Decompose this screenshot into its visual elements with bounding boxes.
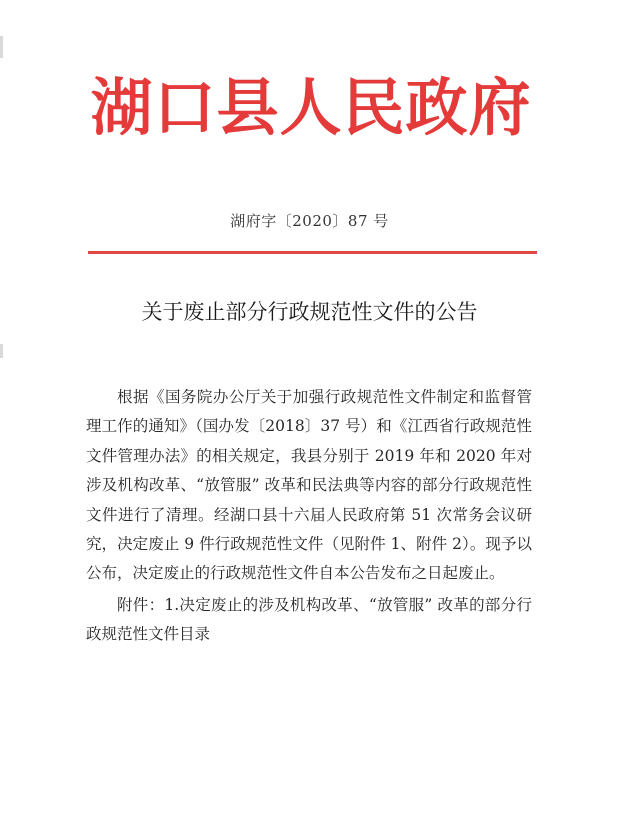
scan-edge-mark	[0, 36, 3, 58]
document-title: 关于废止部分行政规范性文件的公告	[141, 300, 478, 324]
document-number: 湖府字〔2020〕87 号	[230, 212, 389, 230]
body-paragraph: 根据《国务院办公厅关于加强行政规范性文件制定和监督管理工作的通知》（国办发〔2018〕37 号）和《江西省行政规范性文件管理办法》的相关规定，我县分别于 2019 年和 2020 年对涉及机构改革、“放管服” 改革和民法典等内容的部分行政规范性文件进行了清理。经湖口县十六届人民政府第 51 次常务会议研究，决定废止 9 件行政规范性文件（见附件 1、附件 2）。现予以公布，决定废止的行政规范性文件自本公告发布之日起废止。	[86, 388, 532, 583]
scan-edge-mark	[0, 344, 3, 358]
red-divider-line	[88, 251, 537, 254]
document-body	[86, 383, 532, 650]
attachment-paragraph: 附件：1.决定废止的涉及机构改革、“放管服” 改革的部分行政规范性文件目录	[86, 595, 532, 644]
letterhead-issuer: 湖口县人民政府	[90, 71, 532, 144]
